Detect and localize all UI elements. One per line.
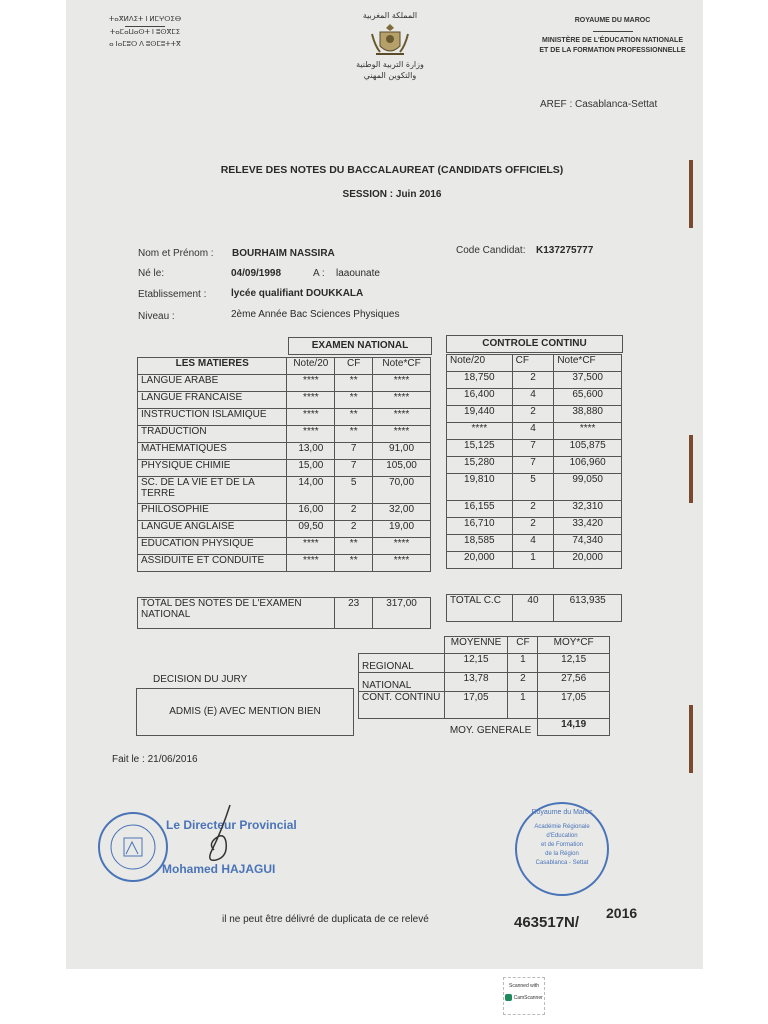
table-row (138, 443, 431, 460)
duplicata-notice: il ne peut être délivré de duplicata de ce relevé (222, 914, 429, 925)
averages-table (358, 636, 610, 736)
cc-notecf: 33,420 (554, 518, 622, 535)
subject: LANGUE ARABE (138, 375, 287, 392)
table-row (447, 457, 622, 474)
cc-note: 19,440 (447, 406, 513, 423)
tifinagh-line: ⵜⴰⴳⵍⴷⵉⵜ ⵏ ⵍⵎⵖⵔⵉⴱ (108, 16, 182, 23)
table-row (138, 477, 431, 504)
avg-moycf: 27,56 (538, 673, 610, 692)
cc-table (446, 354, 622, 569)
cc-note: **** (447, 423, 513, 440)
cf: 2 (335, 504, 373, 521)
stamp-line: Académie Régionale (534, 824, 590, 830)
avg-label: REGIONAL (359, 654, 445, 673)
note: **** (287, 392, 335, 409)
stamp-line: d'Education (546, 833, 578, 839)
header-right (530, 16, 695, 56)
col-moycf: MOY*CF (538, 637, 610, 654)
subject: MATHEMATIQUES (138, 443, 287, 460)
cc-notecf: 106,960 (554, 457, 622, 474)
exam-total-notecf: 317,00 (373, 598, 431, 629)
cf: ** (335, 538, 373, 555)
note: 15,00 (287, 460, 335, 477)
cc-notecf: 20,000 (554, 552, 622, 569)
general-value: 14,19 (538, 719, 610, 736)
cf: ** (335, 392, 373, 409)
cc-cf: 5 (512, 474, 554, 501)
camscanner-logo-icon (505, 994, 512, 1001)
table-row (138, 375, 431, 392)
cc-cf: 2 (512, 406, 554, 423)
school-label: Etablissement : (138, 289, 207, 300)
cc-cf: 4 (512, 389, 554, 406)
table-header-row (359, 637, 610, 654)
col-notecf: Note*CF (373, 358, 431, 375)
table-header-row (447, 355, 622, 372)
cc-note: 16,155 (447, 501, 513, 518)
cc-cf: 2 (512, 372, 554, 389)
notecf: **** (373, 375, 431, 392)
arabic-line: المملكة المغربية (362, 11, 418, 20)
aref: AREF : Casablanca-Settat (540, 99, 658, 110)
table-header-row (138, 358, 431, 375)
avg-moyenne: 17,05 (444, 692, 508, 719)
document-number: 463517N/ (514, 914, 580, 931)
decision-label: DECISION DU JURY (153, 674, 248, 685)
exam-table (137, 357, 431, 572)
subjects-header: LES MATIERES (138, 358, 287, 375)
subject: SC. DE LA VIE ET DE LA TERRE (138, 477, 287, 504)
cc-total-cf: 40 (512, 595, 554, 622)
code-label: Code Candidat: (456, 245, 526, 256)
subject: EDUCATION PHYSIQUE (138, 538, 287, 555)
cf: ** (335, 426, 373, 443)
exam-title: EXAMEN NATIONAL (288, 337, 432, 355)
cf: ** (335, 409, 373, 426)
cc-notecf: **** (554, 423, 622, 440)
document-year: 2016 (606, 905, 638, 921)
stamp-right (515, 802, 609, 896)
signature-icon (200, 800, 250, 870)
cc-note: 16,710 (447, 518, 513, 535)
stamp-emblem-icon (100, 814, 166, 880)
birth-place: laaounate (336, 268, 380, 279)
cc-cf: 7 (512, 457, 554, 474)
cc-notecf: 38,880 (554, 406, 622, 423)
cc-notecf: 74,340 (554, 535, 622, 552)
cf: ** (335, 375, 373, 392)
cc-col-note: Note/20 (447, 355, 513, 372)
subject: ASSIDUITE ET CONDUITE (138, 555, 287, 572)
cc-notecf: 105,875 (554, 440, 622, 457)
table-row (138, 409, 431, 426)
subject: PHYSIQUE CHIMIE (138, 460, 287, 477)
subject: LANGUE ANGLAISE (138, 521, 287, 538)
avg-moyenne: 13,78 (444, 673, 508, 692)
avg-moycf: 12,15 (538, 654, 610, 673)
cc-note: 18,585 (447, 535, 513, 552)
school: lycée qualifiant DOUKKALA (231, 288, 364, 299)
edge-mark (689, 160, 693, 228)
name-label: Nom et Prénom : (138, 248, 214, 259)
stamp-line: Casablanca - Settat (535, 860, 589, 866)
camscanner-line2 (504, 994, 544, 1002)
notecf: **** (373, 426, 431, 443)
cc-total-notecf: 613,935 (554, 595, 622, 622)
level: 2ème Année Bac Sciences Physiques (231, 309, 400, 320)
stamp-line: et de Formation (540, 842, 584, 848)
exam-total-table (137, 597, 431, 629)
cc-notecf: 32,310 (554, 501, 622, 518)
table-row (447, 535, 622, 552)
stamp-left (98, 812, 168, 882)
royaume: ROYAUME DU MAROC (574, 17, 651, 24)
table-row (447, 389, 622, 406)
note: **** (287, 375, 335, 392)
table-row (359, 673, 610, 692)
cc-note: 15,280 (447, 457, 513, 474)
exam-total-cf: 23 (335, 598, 373, 629)
table-row (447, 501, 622, 518)
col-cf: CF (508, 637, 538, 654)
cc-notecf: 65,600 (554, 389, 622, 406)
notecf: **** (373, 555, 431, 572)
cf: 7 (335, 460, 373, 477)
notecf: 19,00 (373, 521, 431, 538)
avg-label: CONT. CONTINU (359, 692, 445, 719)
edge-mark (689, 705, 693, 773)
table-row (447, 372, 622, 389)
cf: ** (335, 555, 373, 572)
cc-notecf: 37,500 (554, 372, 622, 389)
notecf: **** (373, 409, 431, 426)
table-row (447, 518, 622, 535)
subject: INSTRUCTION ISLAMIQUE (138, 409, 287, 426)
avg-cf: 1 (508, 692, 538, 719)
cc-note: 18,750 (447, 372, 513, 389)
born-label: Né le: (138, 268, 165, 279)
cc-notecf: 99,050 (554, 474, 622, 501)
header-tifinagh (90, 14, 200, 51)
table-row (138, 555, 431, 572)
cc-total-table (446, 594, 622, 622)
table-row (138, 426, 431, 443)
tifinagh-line: ⵜⴰⵎⴰⵡⴰⵙⵜ ⵏ ⵓⵙⴳⵎⵉ (109, 29, 181, 36)
cc-col-cf: CF (512, 355, 554, 372)
general-label: MOY. GENERALE (359, 719, 538, 736)
birth-date: 04/09/1998 (231, 268, 282, 279)
edge-mark (689, 435, 693, 503)
session: SESSION : Juin 2016 (342, 189, 442, 200)
cc-note: 19,810 (447, 474, 513, 501)
notecf: **** (373, 392, 431, 409)
candidate-name: BOURHAIM NASSIRA (232, 248, 335, 259)
subject: LANGUE FRANCAISE (138, 392, 287, 409)
cc-cf: 7 (512, 440, 554, 457)
notecf: 32,00 (373, 504, 431, 521)
general-row (359, 719, 610, 736)
cc-cf: 1 (512, 552, 554, 569)
candidate-code: K137275777 (536, 245, 594, 256)
exam-total-label: TOTAL DES NOTES DE L'EXAMEN NATIONAL (138, 598, 335, 629)
note: **** (287, 555, 335, 572)
camscanner-name: CamScanner (513, 995, 543, 1001)
camscanner-line1: Scanned with (508, 983, 540, 989)
table-row (447, 552, 622, 569)
col-note: Note/20 (287, 358, 335, 375)
level-label: Niveau : (138, 311, 175, 322)
subject: TRADUCTION (138, 426, 287, 443)
col-moyenne: MOYENNE (444, 637, 508, 654)
cf: 7 (335, 443, 373, 460)
total-row (138, 598, 431, 629)
avg-cf: 2 (508, 673, 538, 692)
signature-name: Mohamed HAJAGUI (162, 862, 276, 876)
notecf: 91,00 (373, 443, 431, 460)
table-row (138, 460, 431, 477)
cc-cf: 2 (512, 518, 554, 535)
stamp-line: de la Région (545, 851, 579, 857)
header-arabic (325, 10, 455, 81)
notecf: 105,00 (373, 460, 431, 477)
table-row (138, 521, 431, 538)
avg-cf: 1 (508, 654, 538, 673)
avg-moyenne: 12,15 (444, 654, 508, 673)
cc-note: 15,125 (447, 440, 513, 457)
notecf: **** (373, 538, 431, 555)
page-title: RELEVE DES NOTES DU BACCALAUREAT (CANDIDATS OFFICIELS) (220, 164, 564, 176)
signature-title: Le Directeur Provincial (166, 818, 297, 832)
cc-note: 16,400 (447, 389, 513, 406)
arabic-line: والتكوين المهني (363, 71, 417, 80)
note: **** (287, 538, 335, 555)
arabic-line: وزارة التربية الوطنية (356, 60, 424, 69)
cf: 5 (335, 477, 373, 504)
fait-le: Fait le : 21/06/2016 (112, 754, 198, 765)
subject: PHILOSOPHIE (138, 504, 287, 521)
cc-cf: 4 (512, 535, 554, 552)
table-row (138, 504, 431, 521)
stamp-text (529, 808, 595, 868)
place-label: A : (313, 268, 325, 279)
camscanner-badge (503, 977, 545, 1015)
table-row (447, 474, 622, 501)
decision-box (136, 688, 354, 736)
table-row (447, 406, 622, 423)
cc-note: 20,000 (447, 552, 513, 569)
cc-cf: 4 (512, 423, 554, 440)
col-cf: CF (335, 358, 373, 375)
ministere-line: MINISTÈRE DE L'ÉDUCATION NATIONALE (541, 37, 683, 44)
note: 13,00 (287, 443, 335, 460)
total-row (447, 595, 622, 622)
note: 14,00 (287, 477, 335, 504)
note: **** (287, 409, 335, 426)
table-row (447, 440, 622, 457)
cc-cf: 2 (512, 501, 554, 518)
avg-label: NATIONAL (359, 673, 445, 692)
note: 16,00 (287, 504, 335, 521)
cc-col-notecf: Note*CF (554, 355, 622, 372)
ministere-line: ET DE LA FORMATION PROFESSIONNELLE (539, 47, 686, 54)
table-row (138, 392, 431, 409)
avg-moycf: 17,05 (538, 692, 610, 719)
notecf: 70,00 (373, 477, 431, 504)
coat-of-arms-icon (370, 22, 410, 58)
table-row (447, 423, 622, 440)
table-row (359, 692, 610, 719)
stamp-line: Royaume du Maroc (531, 809, 593, 816)
decision-value: ADMIS (E) AVEC MENTION BIEN (169, 706, 321, 717)
table-row (359, 654, 610, 673)
tifinagh-line: ⴰ ⵏⴰⵎⵓⵔ ⴷ ⵓⵙⵎⵓⵜⵜⴳ (109, 41, 181, 48)
note: **** (287, 426, 335, 443)
table-row (138, 538, 431, 555)
cf: 2 (335, 521, 373, 538)
cc-total-label: TOTAL C.C (447, 595, 513, 622)
note: 09,50 (287, 521, 335, 538)
cc-title: CONTROLE CONTINU (446, 335, 623, 353)
